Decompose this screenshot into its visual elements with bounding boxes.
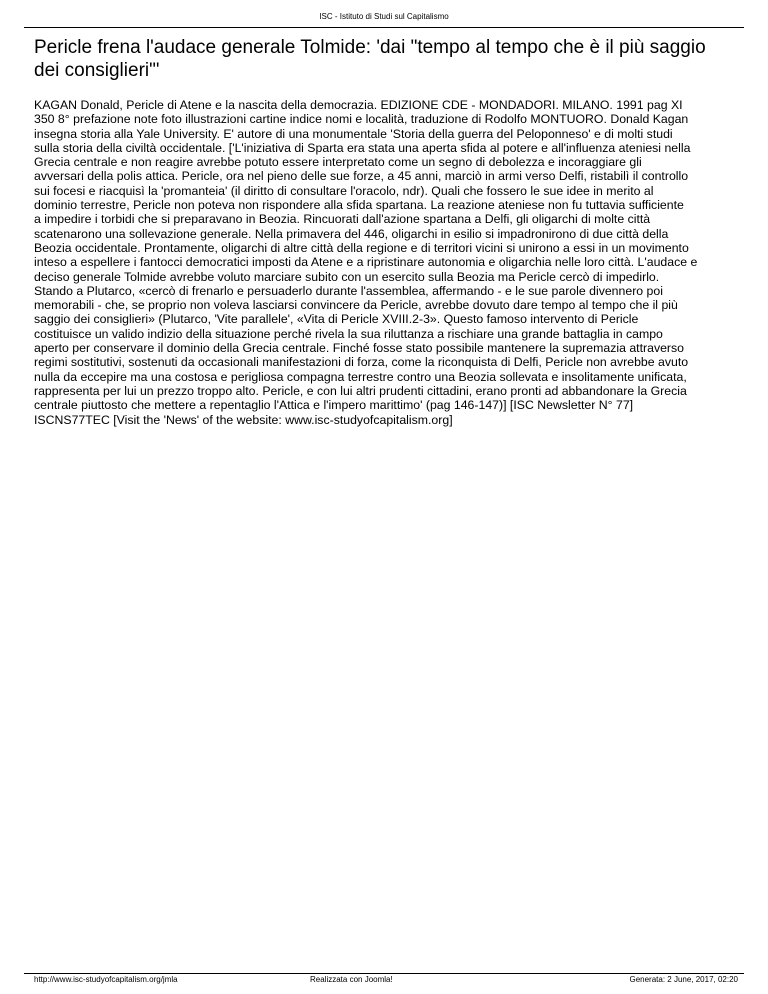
- site-header: ISC - Istituto di Studi sul Capitalismo: [319, 12, 449, 21]
- footer-divider: [24, 973, 744, 974]
- footer-url[interactable]: http://www.isc-studyofcapitalism.org/jmla: [34, 975, 178, 984]
- header-divider: [24, 27, 744, 28]
- footer-credit: Realizzata con Joomla!: [310, 975, 393, 984]
- article-body: KAGAN Donald, Pericle di Atene e la nascita della democrazia. EDIZIONE CDE - MONDADORI. MILANO. 1991 pag XI 350 8° prefazione note foto illustrazioni cartine indice nomi e località, traduzione di Rodolfo MONTUORO. Donald Kagan insegna storia alla Yale University. E' autore di una monumentale 'Storia della guerra del Peloponneso' e di molti studi sulla storia della civiltà occidentale. ['L'iniziativa di Sparta era stata una aperta sfida al potere e all'influenza ateniesi nella Grecia centrale e non reagire avrebbe potuto essere interpretato come un segno di debolezza e incoraggiare gli avversari della polis attica. Pericle, ora nel pieno delle sue forze, a 45 anni, marciò in armi verso Delfi, ristabilì il controllo sui focesi e riacquisì la 'promanteia' (il diritto di consultare l'oracolo, ndr). Quali che fossero le sue idee in merito al dominio terrestre, Pericle non poteva non rispondere alla sfida spartana. La reazione ateniese non fu tuttavia sufficiente a impedire i torbidi che si preparavano in Beozia. Rincuorati dall'azione spartana a Delfi, gli oligarchi di molte città scatenarono una sollevazione generale. Nella primavera del 446, oligarchi in esilio si impadronirono di due città della Beozia occidentale. Prontamente, oligarchi di altre città della regione e di territori vicini si unirono a essi in un movimento inteso a espellere i fantocci democratici imposti da Atene e a ripristinare autonomia e oligarchia nelle loro città. L'audace e deciso generale Tolmide avrebbe voluto marciare subito con un esercito sulla Beozia ma Pericle cercò di impedirlo. Stando a Plutarco, «cercò di frenarlo e persuaderlo durante l'assemblea, affermando - e le sue parole divennero poi memorabili - che, se proprio non voleva lasciarsi convincere da Pericle, avrebbe dovuto dare tempo al tempo che il più saggio dei consiglieri» (Plutarco, 'Vite parallele', «Vita di Pericle XVIII.2-3». Questo famoso intervento di Pericle costituisce un valido indizio della situazione perché rivela la sua riluttanza a rischiare una grande battaglia in campo aperto per conservare il dominio della Grecia centrale. Finché fosse stato possibile mantenere la supremazia attraverso regimi sostitutivi, sostenuti da occasionali manifestazioni di forza, come la riconquista di Delfi, Pericle non avrebbe avuto nulla da eccepire ma una costosa e perigliosa compagna terrestre contro una Beozia sollevata e insolitamente unificata, rappresenta per lui un prezzo troppo alto. Pericle, e con lui altri prudenti cittadini, erano pronti ad abbandonare la Grecia centrale piuttosto che mettere a repentaglio l'Attica e l'impero marittimo' (pag 146-147)] [ISC Newsletter N° 77] ISCNS77TEC [Visit the 'News' of the website: www.isc-studyofcapitalism.org]: [34, 98, 698, 427]
- footer-generated-date: Generata: 2 June, 2017, 02:20: [629, 975, 738, 984]
- article-title: Pericle frena l'audace generale Tolmide: 'dai "tempo al tempo che è il più saggio dei consiglieri"': [34, 37, 706, 81]
